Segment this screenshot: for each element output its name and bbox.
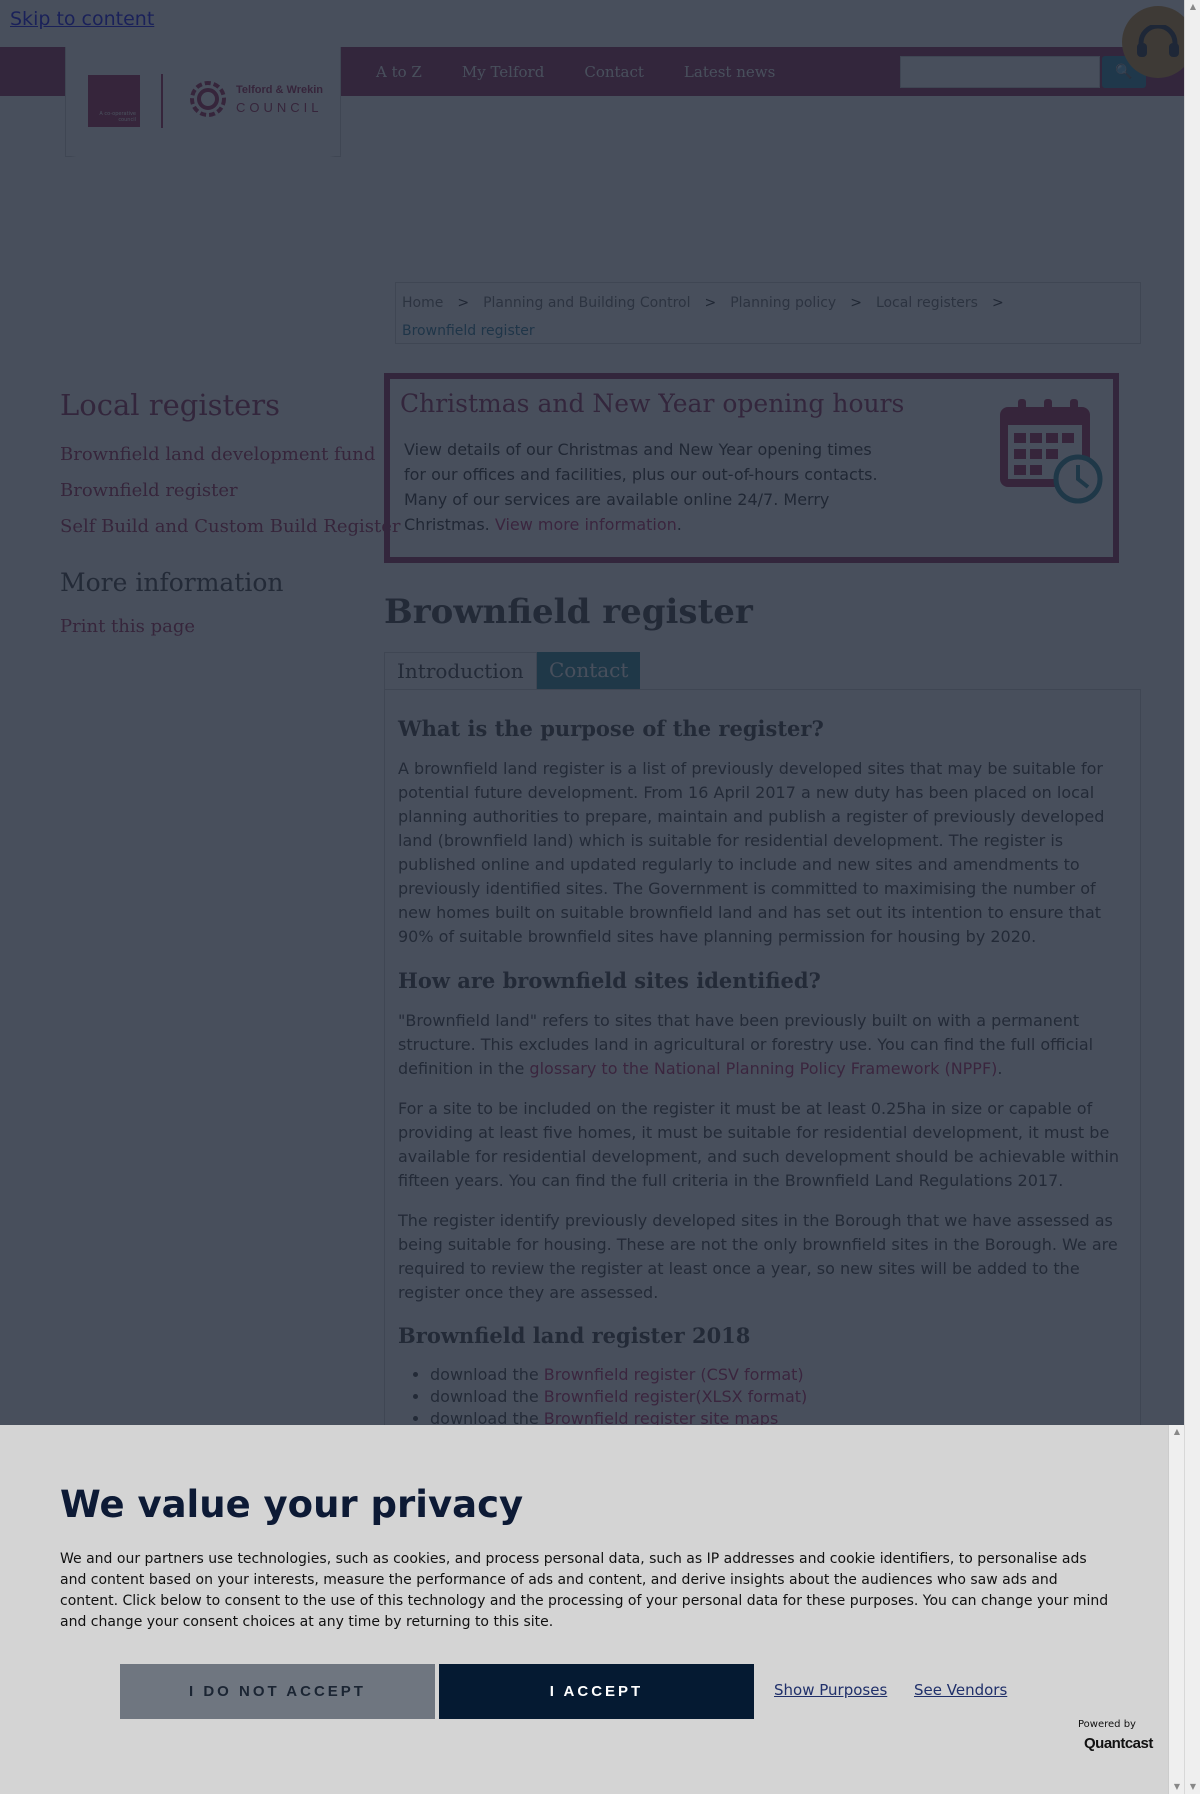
privacy-scroll-up-icon[interactable]: ▲ [1173,1427,1181,1436]
powered-by-label: Powered by [1078,1719,1136,1730]
scroll-up-icon[interactable]: ▲ [1189,2,1197,11]
privacy-scroll-down-icon[interactable]: ▼ [1173,1782,1181,1791]
scroll-down-icon[interactable]: ▼ [1189,1782,1197,1791]
page-scrollbar[interactable] [1184,0,1200,1794]
privacy-text: We and our partners use technologies, such as cookies, and process personal data, such as IP addresses and cookie identifiers, to personalise ads and content based on your interests, measure the performance of ads and content, and derive insights about the audiences who saw ads and content. Click below to consent to the use of this technology and the processing of your personal data for these purposes. You can change your mind and change your consent choices at any time by returning to this site. [60,1551,1109,1630]
privacy-scrollbar[interactable] [1168,1425,1184,1794]
privacy-title: We value your privacy [60,1483,524,1526]
privacy-consent-dialog [0,1425,1168,1794]
accept-button[interactable]: I ACCEPT [439,1664,754,1719]
show-purposes-link[interactable]: Show Purposes [774,1681,888,1699]
do-not-accept-button[interactable]: I DO NOT ACCEPT [120,1664,435,1719]
quantcast-logo: Quantcast [1084,1735,1153,1752]
see-vendors-link[interactable]: See Vendors [914,1681,1008,1699]
